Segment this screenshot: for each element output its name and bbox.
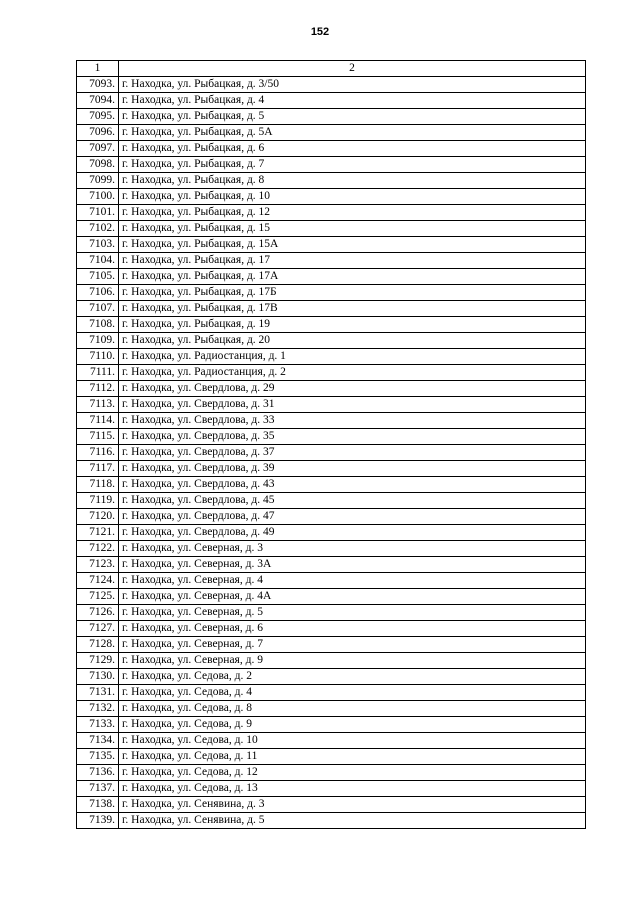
- row-number: 7098.: [77, 157, 119, 173]
- table-row: [77, 141, 586, 157]
- row-address: г. Находка, ул. Рыбацкая, д. 5: [119, 109, 586, 125]
- table-row: [77, 605, 586, 621]
- row-number: 7097.: [77, 141, 119, 157]
- row-address: г. Находка, ул. Северная, д. 9: [119, 653, 586, 669]
- table-row: [77, 429, 586, 445]
- table-row: [77, 669, 586, 685]
- table-row: [77, 397, 586, 413]
- table-row: [77, 173, 586, 189]
- row-number: 7123.: [77, 557, 119, 573]
- row-address: г. Находка, ул. Рыбацкая, д. 7: [119, 157, 586, 173]
- table-header-row: [77, 61, 586, 77]
- row-address: г. Находка, ул. Свердлова, д. 39: [119, 461, 586, 477]
- row-number: 7108.: [77, 317, 119, 333]
- row-number: 7114.: [77, 413, 119, 429]
- row-address: г. Находка, ул. Радиостанция, д. 2: [119, 365, 586, 381]
- row-address: г. Находка, ул. Свердлова, д. 43: [119, 477, 586, 493]
- row-address: г. Находка, ул. Свердлова, д. 47: [119, 509, 586, 525]
- table-row: [77, 509, 586, 525]
- row-number: 7127.: [77, 621, 119, 637]
- row-number: 7124.: [77, 573, 119, 589]
- table-row: [77, 349, 586, 365]
- row-number: 7107.: [77, 301, 119, 317]
- table-row: [77, 701, 586, 717]
- row-number: 7112.: [77, 381, 119, 397]
- row-address: г. Находка, ул. Седова, д. 8: [119, 701, 586, 717]
- row-number: 7139.: [77, 813, 119, 829]
- row-address: г. Находка, ул. Северная, д. 3: [119, 541, 586, 557]
- row-number: 7106.: [77, 285, 119, 301]
- row-number: 7130.: [77, 669, 119, 685]
- row-number: 7138.: [77, 797, 119, 813]
- page-number: 152: [310, 26, 330, 38]
- row-address: г. Находка, ул. Рыбацкая, д. 4: [119, 93, 586, 109]
- row-address: г. Находка, ул. Седова, д. 12: [119, 765, 586, 781]
- row-number: 7126.: [77, 605, 119, 621]
- row-address: г. Находка, ул. Рыбацкая, д. 3/50: [119, 77, 586, 93]
- row-address: г. Находка, ул. Рыбацкая, д. 5А: [119, 125, 586, 141]
- row-address: г. Находка, ул. Свердлова, д. 29: [119, 381, 586, 397]
- row-address: г. Находка, ул. Рыбацкая, д. 17: [119, 253, 586, 269]
- table-row: [77, 221, 586, 237]
- row-number: 7128.: [77, 637, 119, 653]
- row-number: 7129.: [77, 653, 119, 669]
- table-row: [77, 317, 586, 333]
- row-address: г. Находка, ул. Седова, д. 11: [119, 749, 586, 765]
- table-row: [77, 189, 586, 205]
- row-number: 7122.: [77, 541, 119, 557]
- table-row: [77, 749, 586, 765]
- row-address: г. Находка, ул. Рыбацкая, д. 17В: [119, 301, 586, 317]
- row-number: 7104.: [77, 253, 119, 269]
- row-address: г. Находка, ул. Северная, д. 6: [119, 621, 586, 637]
- table-row: [77, 157, 586, 173]
- table-row: [77, 637, 586, 653]
- row-number: 7125.: [77, 589, 119, 605]
- row-number: 7115.: [77, 429, 119, 445]
- table-row: [77, 765, 586, 781]
- row-address: г. Находка, ул. Свердлова, д. 45: [119, 493, 586, 509]
- table-row: [77, 301, 586, 317]
- row-number: 7105.: [77, 269, 119, 285]
- row-number: 7132.: [77, 701, 119, 717]
- row-address: г. Находка, ул. Рыбацкая, д. 17А: [119, 269, 586, 285]
- table-row: [77, 413, 586, 429]
- row-address: г. Находка, ул. Седова, д. 2: [119, 669, 586, 685]
- row-address: г. Находка, ул. Свердлова, д. 31: [119, 397, 586, 413]
- table-row: [77, 109, 586, 125]
- row-number: 7094.: [77, 93, 119, 109]
- table-row: [77, 525, 586, 541]
- address-table: [76, 60, 586, 829]
- row-address: г. Находка, ул. Свердлова, д. 35: [119, 429, 586, 445]
- row-address: г. Находка, ул. Седова, д. 10: [119, 733, 586, 749]
- table-body: [77, 77, 586, 829]
- row-address: г. Находка, ул. Северная, д. 7: [119, 637, 586, 653]
- table-row: [77, 717, 586, 733]
- row-number: 7136.: [77, 765, 119, 781]
- row-number: 7116.: [77, 445, 119, 461]
- row-number: 7113.: [77, 397, 119, 413]
- table-row: [77, 557, 586, 573]
- row-address: г. Находка, ул. Рыбацкая, д. 12: [119, 205, 586, 221]
- row-number: 7093.: [77, 77, 119, 93]
- table-row: [77, 381, 586, 397]
- table-row: [77, 365, 586, 381]
- row-number: 7099.: [77, 173, 119, 189]
- table-row: [77, 285, 586, 301]
- row-number: 7121.: [77, 525, 119, 541]
- table-row: [77, 445, 586, 461]
- row-address: г. Находка, ул. Седова, д. 9: [119, 717, 586, 733]
- row-number: 7134.: [77, 733, 119, 749]
- row-address: г. Находка, ул. Сенявина, д. 3: [119, 797, 586, 813]
- table-row: [77, 205, 586, 221]
- row-address: г. Находка, ул. Рыбацкая, д. 8: [119, 173, 586, 189]
- row-number: 7109.: [77, 333, 119, 349]
- row-number: 7133.: [77, 717, 119, 733]
- row-address: г. Находка, ул. Свердлова, д. 33: [119, 413, 586, 429]
- row-number: 7101.: [77, 205, 119, 221]
- table-row: [77, 797, 586, 813]
- table-row: [77, 781, 586, 797]
- table-row: [77, 685, 586, 701]
- table-row: [77, 237, 586, 253]
- row-address: г. Находка, ул. Рыбацкая, д. 20: [119, 333, 586, 349]
- table-row: [77, 589, 586, 605]
- table-row: [77, 477, 586, 493]
- row-number: 7096.: [77, 125, 119, 141]
- table-row: [77, 541, 586, 557]
- table-row: [77, 93, 586, 109]
- column-header-number: 1: [77, 61, 119, 77]
- row-number: 7111.: [77, 365, 119, 381]
- table-row: [77, 573, 586, 589]
- row-address: г. Находка, ул. Рыбацкая, д. 6: [119, 141, 586, 157]
- row-number: 7100.: [77, 189, 119, 205]
- row-address: г. Находка, ул. Сенявина, д. 5: [119, 813, 586, 829]
- row-number: 7137.: [77, 781, 119, 797]
- table-row: [77, 493, 586, 509]
- row-address: г. Находка, ул. Седова, д. 13: [119, 781, 586, 797]
- row-number: 7110.: [77, 349, 119, 365]
- row-address: г. Находка, ул. Северная, д. 4: [119, 573, 586, 589]
- row-address: г. Находка, ул. Северная, д. 5: [119, 605, 586, 621]
- table-row: [77, 125, 586, 141]
- row-address: г. Находка, ул. Радиостанция, д. 1: [119, 349, 586, 365]
- row-number: 7120.: [77, 509, 119, 525]
- row-address: г. Находка, ул. Седова, д. 4: [119, 685, 586, 701]
- row-number: 7117.: [77, 461, 119, 477]
- row-address: г. Находка, ул. Северная, д. 4А: [119, 589, 586, 605]
- column-header-address: 2: [119, 61, 586, 77]
- row-address: г. Находка, ул. Рыбацкая, д. 19: [119, 317, 586, 333]
- row-number: 7103.: [77, 237, 119, 253]
- row-address: г. Находка, ул. Рыбацкая, д. 17Б: [119, 285, 586, 301]
- row-address: г. Находка, ул. Рыбацкая, д. 15А: [119, 237, 586, 253]
- row-address: г. Находка, ул. Рыбацкая, д. 15: [119, 221, 586, 237]
- row-address: г. Находка, ул. Северная, д. 3А: [119, 557, 586, 573]
- row-number: 7135.: [77, 749, 119, 765]
- table-row: [77, 461, 586, 477]
- table-row: [77, 733, 586, 749]
- table-row: [77, 77, 586, 93]
- table-row: [77, 813, 586, 829]
- table-row: [77, 253, 586, 269]
- table-row: [77, 333, 586, 349]
- table-row: [77, 653, 586, 669]
- row-address: г. Находка, ул. Свердлова, д. 49: [119, 525, 586, 541]
- row-number: 7119.: [77, 493, 119, 509]
- row-number: 7131.: [77, 685, 119, 701]
- row-number: 7095.: [77, 109, 119, 125]
- table-row: [77, 621, 586, 637]
- row-number: 7102.: [77, 221, 119, 237]
- table-row: [77, 269, 586, 285]
- row-number: 7118.: [77, 477, 119, 493]
- row-address: г. Находка, ул. Рыбацкая, д. 10: [119, 189, 586, 205]
- row-address: г. Находка, ул. Свердлова, д. 37: [119, 445, 586, 461]
